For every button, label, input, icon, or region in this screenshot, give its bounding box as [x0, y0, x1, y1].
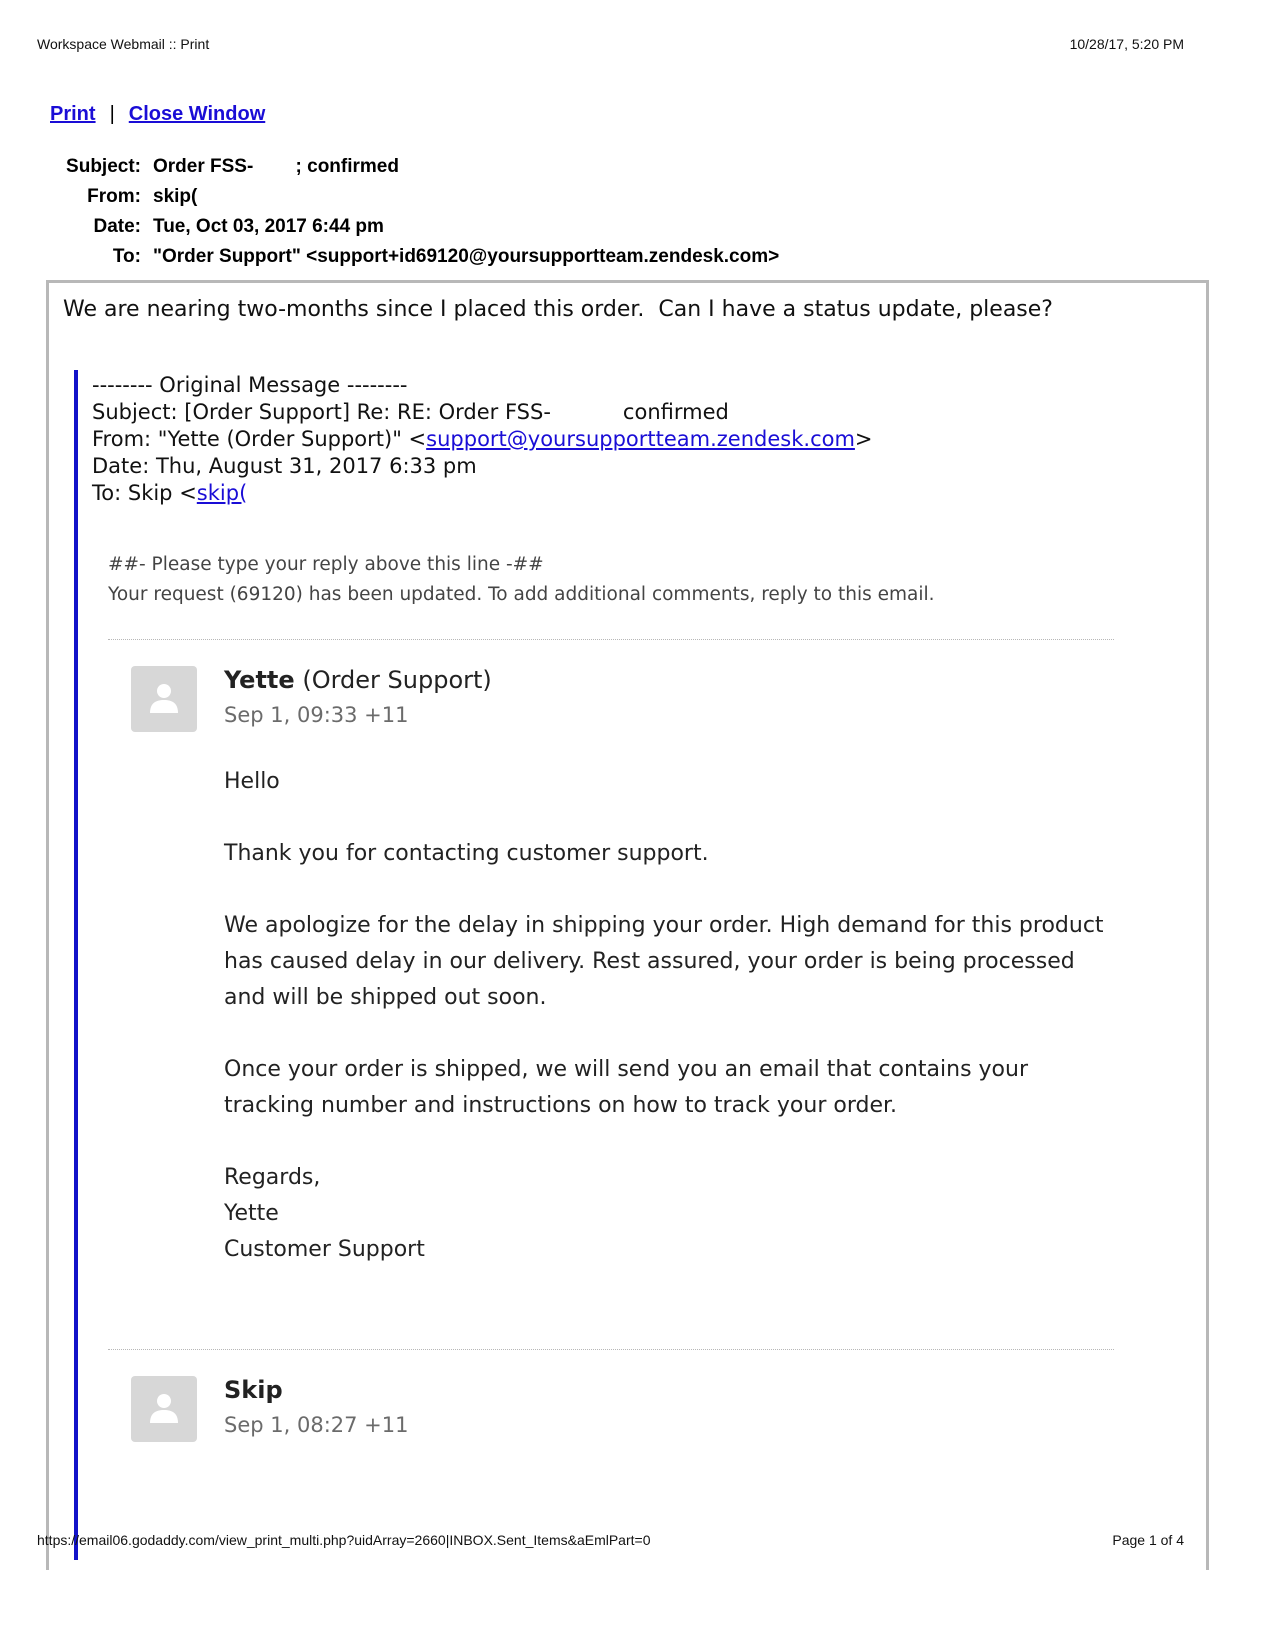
- date-value: Tue, Oct 03, 2017 6:44 pm: [153, 216, 384, 237]
- request-updated-notice: Your request (69120) has been updated. To add additional comments, reply to this email.: [108, 584, 935, 605]
- comment-paragraph: Once your order is shipped, we will send you an email that contains your tracking number and instructions on how to track your order.: [224, 1057, 1028, 1118]
- user-icon: [150, 683, 178, 713]
- footer-page-number: Page 1 of 4: [1112, 1532, 1184, 1548]
- comment-author: [224, 666, 492, 694]
- original-heading: -------- Original Message --------: [92, 373, 408, 397]
- close-window-link[interactable]: Close Window: [128, 103, 266, 125]
- original-to-email-link[interactable]: skip(: [196, 481, 248, 505]
- author-name: Skip: [224, 1376, 283, 1404]
- signoff-name: Yette: [224, 1201, 279, 1226]
- subject-label: Subject:: [66, 156, 141, 177]
- print-actions: [50, 103, 265, 126]
- signoff-regards: Regards,: [224, 1165, 321, 1190]
- comment-body: [224, 764, 1104, 1268]
- comment-timestamp: Sep 1, 08:27 +11: [224, 1413, 409, 1437]
- reply-line-notice: ##- Please type your reply above this line -##: [108, 554, 544, 575]
- original-from-email-link[interactable]: support@yoursupportteam.zendesk.com: [426, 427, 855, 451]
- print-link[interactable]: Print: [50, 103, 96, 125]
- to-label: To:: [112, 246, 141, 267]
- signoff-title: Customer Support: [224, 1237, 425, 1262]
- avatar: [131, 1376, 197, 1442]
- user-icon: [150, 1393, 178, 1423]
- original-subject-suffix: confirmed: [622, 400, 729, 424]
- comment-paragraph: Thank you for contacting customer support.: [224, 841, 709, 866]
- from-value: skip(: [153, 186, 198, 207]
- original-subject: Subject: [Order Support] Re: RE: Order FSS-: [92, 400, 551, 424]
- comment-divider: [108, 1349, 1114, 1350]
- subject-value: Order FSS- ; confirmed: [153, 156, 399, 177]
- reply-notice: [108, 550, 935, 610]
- quote-bar: [74, 370, 78, 1560]
- comment-divider: [108, 639, 1114, 640]
- actions-separator: |: [109, 103, 115, 125]
- comment-paragraph: Hello: [224, 769, 280, 794]
- original-from: From: "Yette (Order Support)" <: [92, 427, 427, 451]
- original-message-block: [92, 372, 873, 507]
- original-to: To: Skip <: [92, 481, 197, 505]
- author-role: (Order Support): [302, 666, 492, 694]
- footer-url: https://email06.godaddy.com/view_print_multi.php?uidArray=2660|INBOX.Sent_Items&aEmlPart=0: [37, 1532, 651, 1548]
- original-from-suffix: >: [854, 427, 873, 451]
- from-label: From:: [87, 186, 141, 207]
- comment-author: [224, 1376, 283, 1404]
- email-headers: [50, 152, 779, 272]
- date-label: Date:: [93, 216, 141, 237]
- page-header-title: Workspace Webmail :: Print: [37, 36, 210, 52]
- avatar: [131, 666, 197, 732]
- author-name: Yette: [224, 666, 295, 694]
- comment-timestamp: Sep 1, 09:33 +11: [224, 703, 409, 727]
- message-body-text: We are nearing two-months since I placed this order. Can I have a status update, please?: [63, 297, 1053, 322]
- comment-paragraph: We apologize for the delay in shipping your order. High demand for this product has caused delay in our delivery. Rest assured, your order is being processed and will be shipped out soon.: [224, 913, 1104, 1010]
- to-value: "Order Support" <support+id69120@yoursupportteam.zendesk.com>: [153, 246, 780, 267]
- page-header-datetime: 10/28/17, 5:20 PM: [1069, 36, 1184, 52]
- original-date: Date: Thu, August 31, 2017 6:33 pm: [92, 454, 477, 478]
